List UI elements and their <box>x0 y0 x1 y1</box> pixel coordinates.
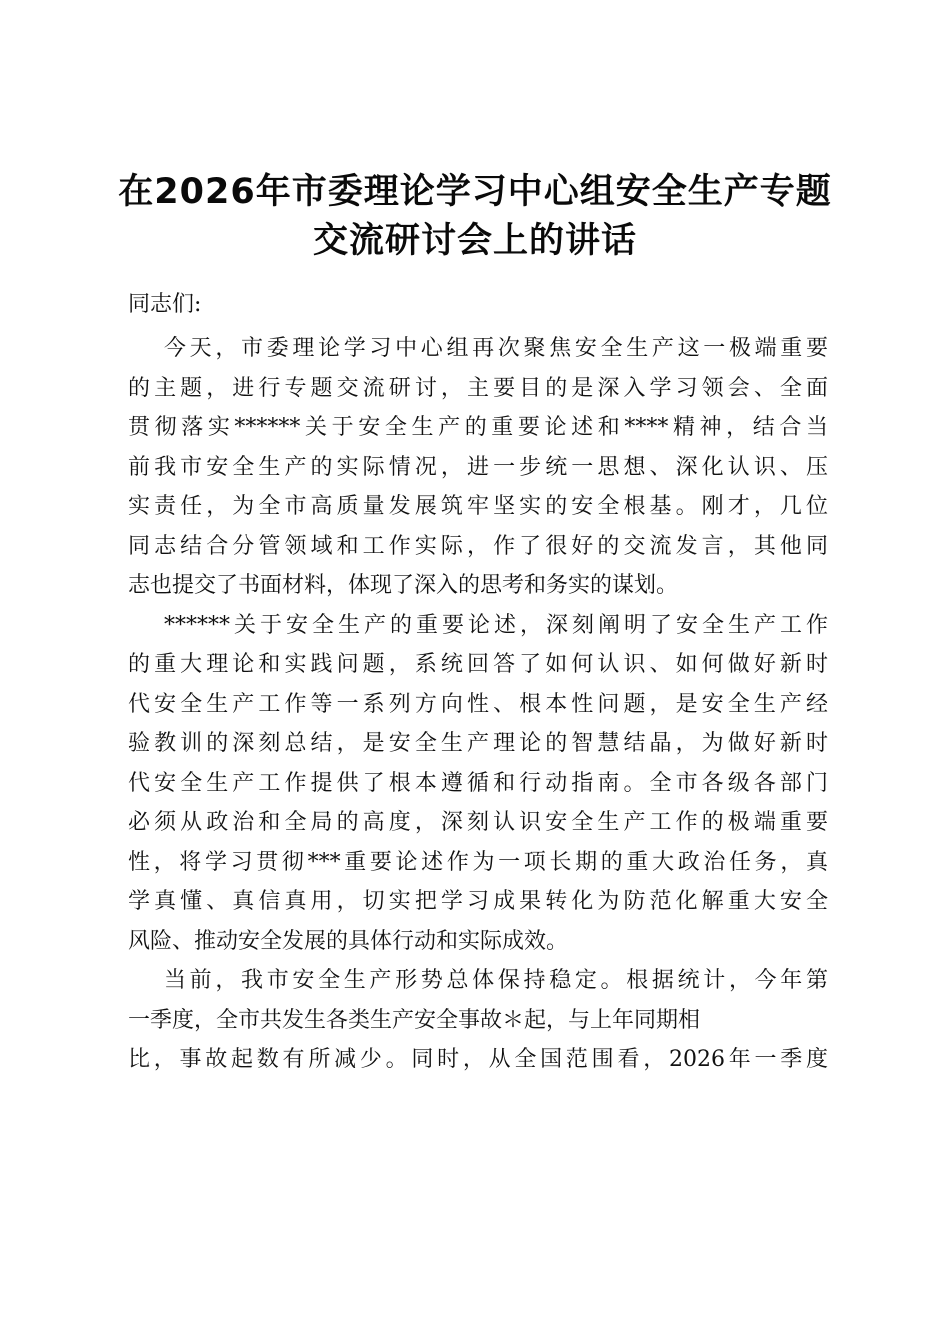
paragraph-line: 志也提交了书面材料，体现了深入的思考和务实的谋划。 <box>128 573 679 598</box>
paragraph-line: 当前，我市安全生产形势总体保持稳定。根据统计，今年第 <box>164 968 828 993</box>
document-body <box>128 283 828 1080</box>
paragraph-line: 必须从政治和全局的高度，深刻认识安全生产工作的极端重要 <box>128 810 828 835</box>
paragraph-line: 风险、推动安全发展的具体行动和实际成效。 <box>128 928 569 954</box>
title-line-2: 交流研讨会上的讲话 <box>312 221 637 261</box>
paragraph-line: 的重大理论和实践问题，系统回答了如何认识、如何做好新时 <box>128 652 828 677</box>
paragraph-line: 实责任，为全市高质量发展筑牢坚实的安全根基。刚才，几位 <box>128 494 828 519</box>
paragraph-1 <box>128 329 828 606</box>
paragraph-line: ******关于安全生产的重要论述，深刻阐明了安全生产工作 <box>164 612 828 638</box>
paragraph-line: 性，将学习贯彻***重要论述作为一项长期的重大政治任务，真 <box>128 849 828 875</box>
paragraph-line: 代安全生产工作提供了根本遵循和行动指南。全市各级各部门 <box>128 770 828 796</box>
paragraph-line: 学真懂、真信真用，切实把学习成果转化为防范化解重大安全 <box>128 889 828 914</box>
paragraph-line: 的主题，进行专题交流研讨，主要目的是深入学习领会、全面 <box>128 375 828 401</box>
paragraph-2 <box>128 606 828 962</box>
paragraph-line: 比，事故起数有所减少。同时，从全国范围看，2026年一季度 <box>128 1047 828 1072</box>
paragraph-line: 今天，市委理论学习中心组再次聚焦安全生产这一极端重要 <box>164 336 828 361</box>
paragraph-line: 验教训的深刻总结，是安全生产理论的智慧结晶，为做好新时 <box>128 731 828 756</box>
title-line-1: 在2026年市委理论学习中心组安全生产专题 <box>118 172 832 212</box>
paragraph-line: 代安全生产工作等一系列方向性、根本性问题，是安全生产经 <box>128 691 828 717</box>
paragraph-line: 贯彻落实******关于安全生产的重要论述和****精神，结合当 <box>128 415 828 440</box>
document-title <box>60 168 890 266</box>
paragraph-3 <box>128 961 828 1080</box>
paragraph-line: 前我市安全生产的实际情况，进一步统一思想、深化认识、压 <box>128 454 828 480</box>
paragraph-line: 同志结合分管领域和工作实际，作了很好的交流发言，其他同 <box>128 533 828 559</box>
salutation: 同志们: <box>128 292 202 317</box>
paragraph-line: 一季度，全市共发生各类生产安全事故＊起，与上年同期相 <box>128 1007 701 1033</box>
